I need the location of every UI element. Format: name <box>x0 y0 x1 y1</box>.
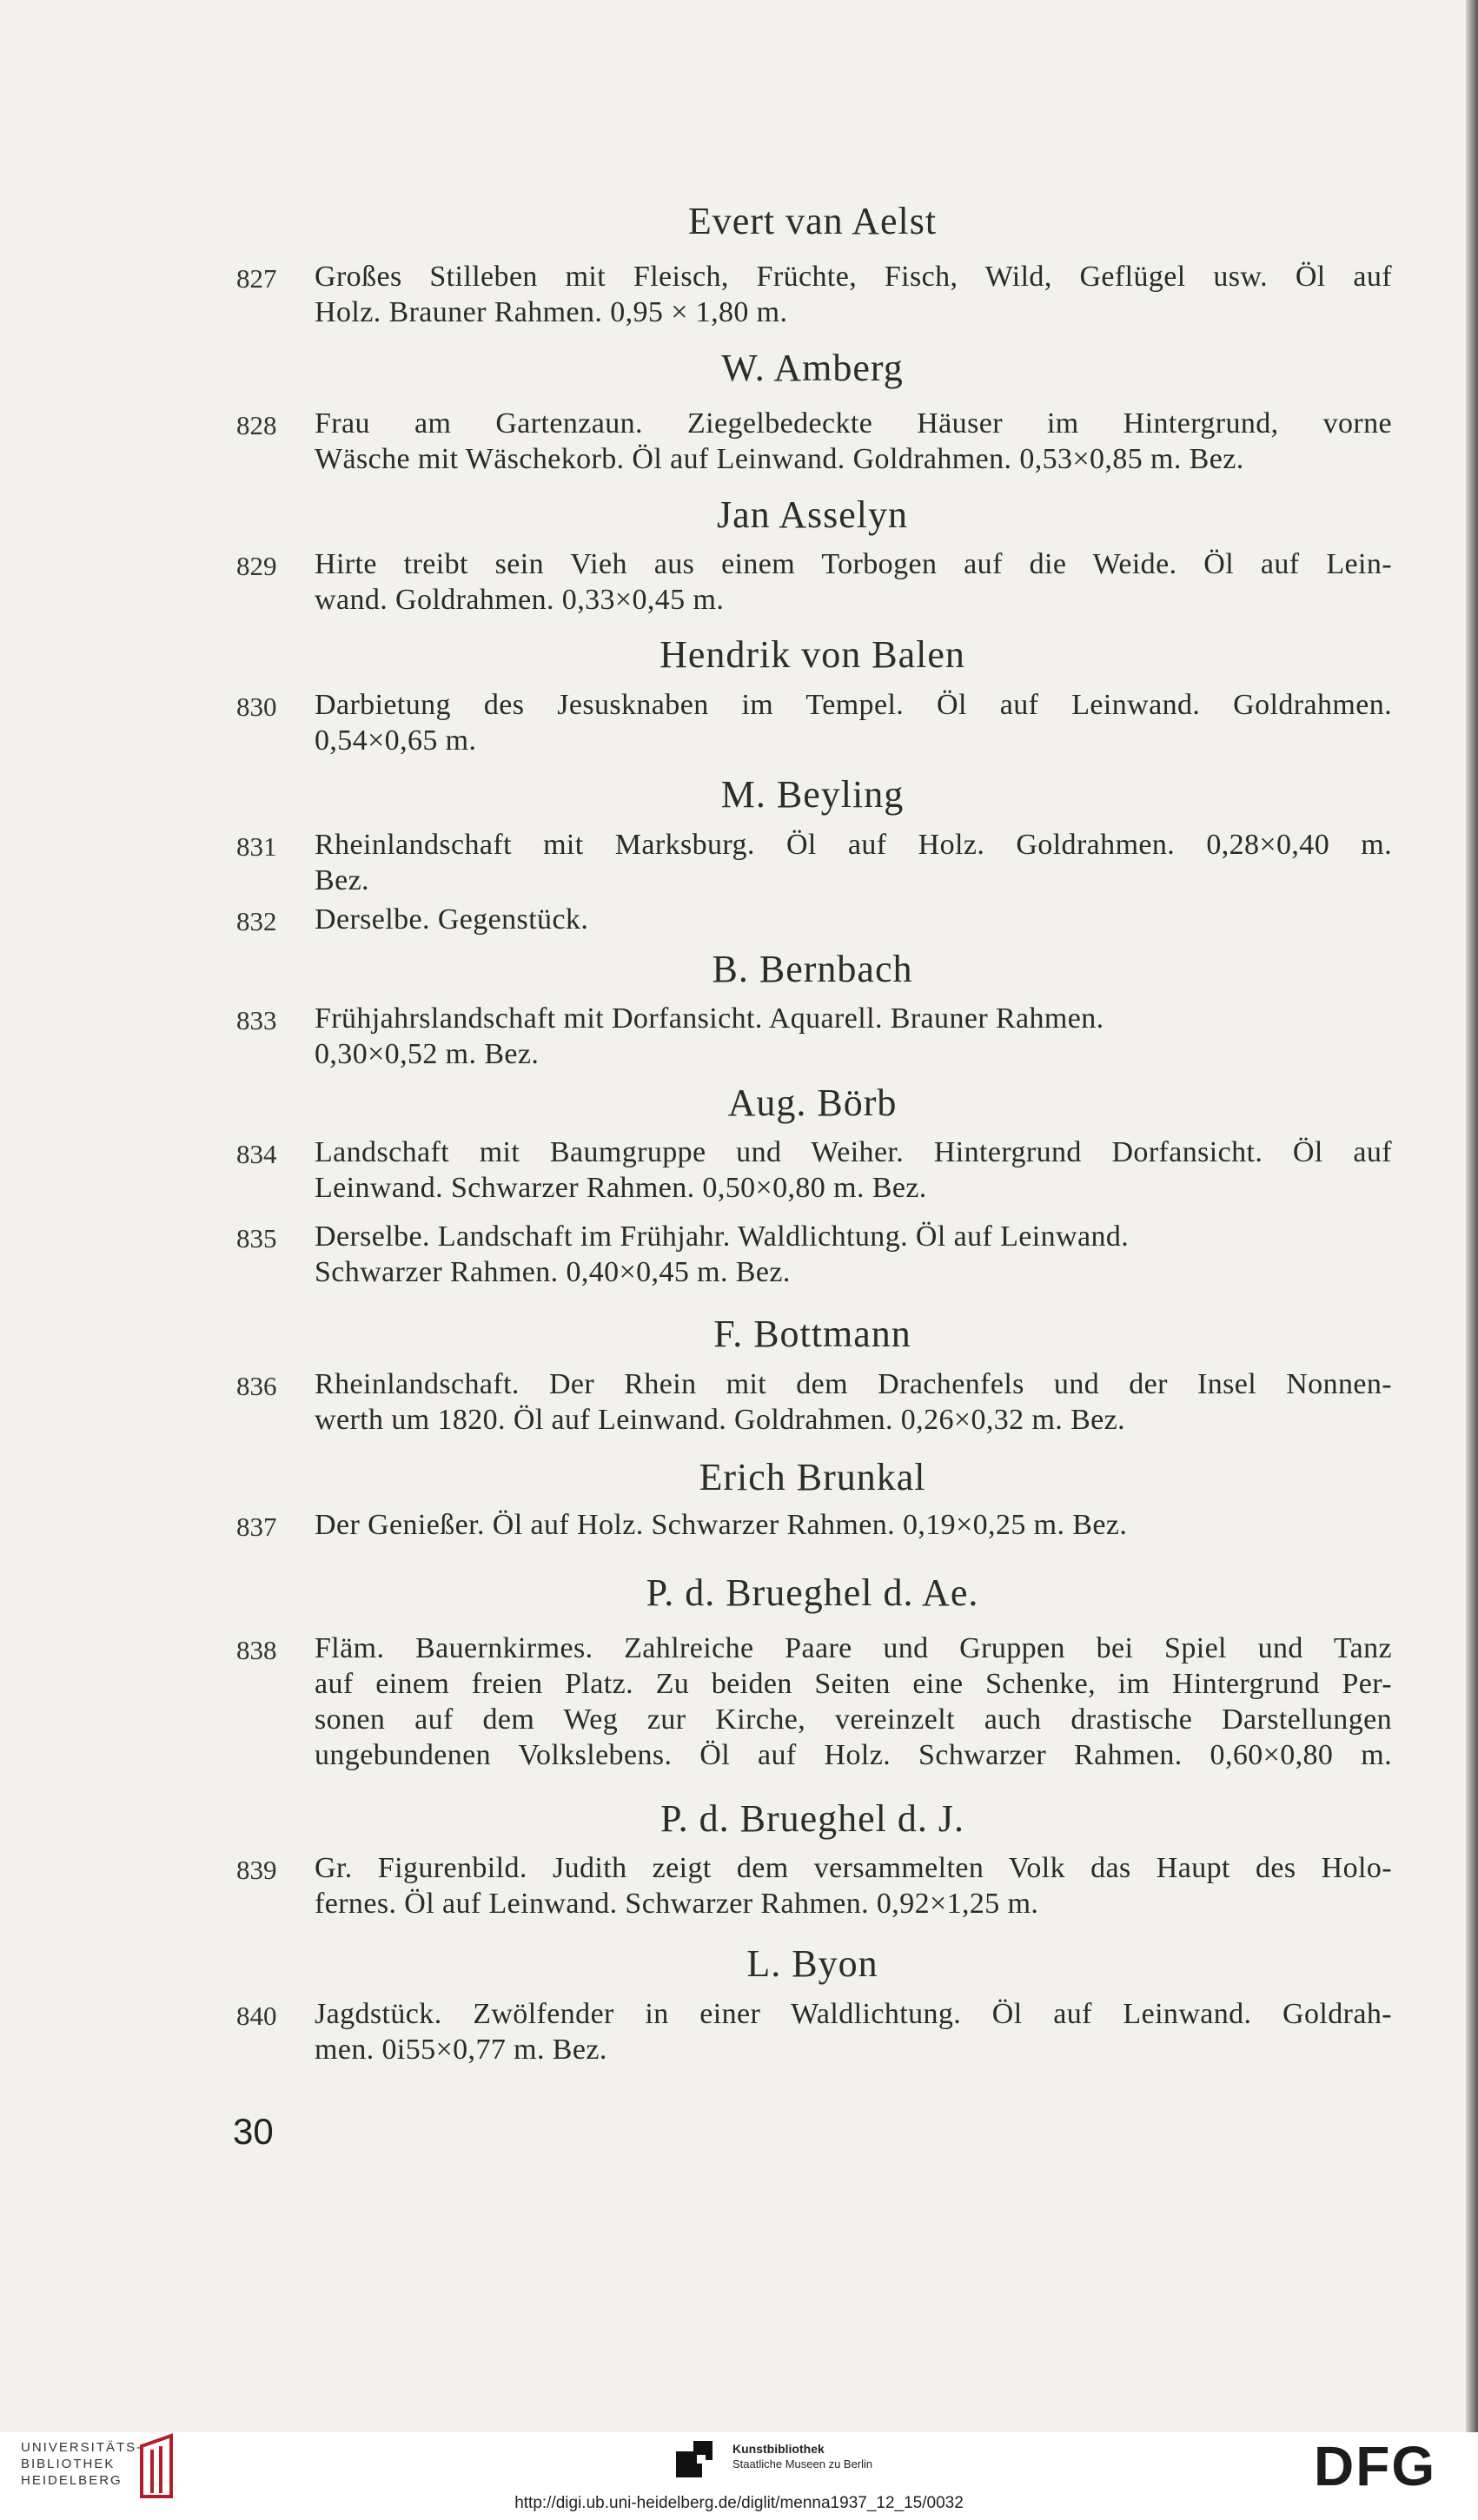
entry-line: 0,30×0,52 m. Bez. <box>315 1038 540 1070</box>
logo-line: HEIDELBERG <box>21 2473 123 2488</box>
catalog-number: 832 <box>236 906 277 936</box>
entry-line: werth um 1820. Öl auf Leinwand. Goldrahmen. 0,26×0,32 m. Bez. <box>315 1404 1126 1436</box>
catalog-entry <box>315 546 1392 618</box>
catalog-entry <box>315 1850 1392 1921</box>
catalog-number: 838 <box>236 1635 277 1665</box>
kunstbibliothek-credit <box>732 2441 872 2472</box>
catalog-entry <box>315 1001 1392 1072</box>
catalog-number: 835 <box>236 1223 277 1253</box>
kunstbibliothek-logo-icon <box>676 2439 714 2481</box>
catalog-number: 830 <box>236 691 277 722</box>
dfg-logo: DFG <box>1314 2435 1437 2497</box>
catalog-entry <box>315 1366 1392 1438</box>
entry-line: wand. Goldrahmen. 0,33×0,45 m. <box>315 584 725 616</box>
entry-line: Jagdstück. Zwölfender in einer Waldlichtung. Öl auf Leinwand. Goldrah- <box>315 1998 1392 2030</box>
entry-line: Darbietung des Jesusknaben im Tempel. Öl auf Leinwand. Goldrahmen. <box>315 689 1392 721</box>
logo-line: BIBLIOTHEK <box>21 2457 116 2471</box>
entry-line: Frühjahrslandschaft mit Dorfansicht. Aquarell. Brauner Rahmen. <box>315 1002 1104 1035</box>
artist-heading: F. Bottmann <box>713 1313 911 1355</box>
artist-heading: P. d. Brueghel d. J. <box>660 1797 964 1840</box>
entry-line: Landschaft mit Baumgruppe und Weiher. Hintergrund Dorfansicht. Öl auf <box>315 1136 1392 1168</box>
catalog-number: 834 <box>236 1139 277 1169</box>
catalog-number: 827 <box>236 263 277 294</box>
catalog-entry <box>315 1630 1392 1773</box>
artist-heading: M. Beyling <box>720 773 905 816</box>
page-edge-shadow <box>1466 0 1478 2432</box>
university-library-emblem-icon <box>135 2432 180 2500</box>
catalog-entry <box>315 827 1392 898</box>
catalog-number: 839 <box>236 1855 277 1885</box>
entry-line: Schwarzer Rahmen. 0,40×0,45 m. Bez. <box>315 1256 791 1288</box>
entry-line: Fläm. Bauernkirmes. Zahlreiche Paare und Gruppen bei Spiel und Tanz <box>315 1632 1392 1664</box>
entry-line: Rheinlandschaft mit Marksburg. Öl auf Holz. Goldrahmen. 0,28×0,40 m. <box>315 829 1392 861</box>
catalog-entry <box>315 1996 1392 2067</box>
entry-line: Der Genießer. Öl auf Holz. Schwarzer Rahmen. 0,19×0,25 m. Bez. <box>315 1509 1128 1541</box>
entry-line: Gr. Figurenbild. Judith zeigt dem versammelten Volk das Haupt des Holo- <box>315 1852 1392 1884</box>
entry-line: Leinwand. Schwarzer Rahmen. 0,50×0,80 m. Bez. <box>315 1172 927 1204</box>
entry-line: Frau am Gartenzaun. Ziegelbedeckte Häuser im Hintergrund, vorne <box>315 407 1392 440</box>
catalog-number: 836 <box>236 1371 277 1401</box>
catalog-number: 833 <box>236 1005 277 1035</box>
artist-heading: Jan Asselyn <box>717 493 908 536</box>
artist-heading: P. d. Brueghel d. Ae. <box>646 1571 979 1614</box>
entry-line: ungebundenen Volkslebens. Öl auf Holz. Schwarzer Rahmen. 0,60×0,80 m. <box>315 1739 1392 1771</box>
entry-line: Großes Stilleben mit Fleisch, Früchte, Fisch, Wild, Geflügel usw. Öl auf <box>315 261 1392 293</box>
catalog-number: 831 <box>236 831 277 862</box>
artist-heading: Aug. Börb <box>727 1081 898 1124</box>
entry-line: Derselbe. Landschaft im Frühjahr. Waldlichtung. Öl auf Leinwand. <box>315 1220 1130 1253</box>
page-number: 30 <box>233 2111 274 2152</box>
artist-heading: W. Amberg <box>721 347 904 389</box>
catalog-entry <box>315 406 1392 477</box>
catalog-entry <box>315 259 1392 330</box>
artist-heading: B. Bernbach <box>712 948 913 990</box>
catalog-entry <box>315 687 1392 758</box>
entry-line: auf einem freien Platz. Zu beiden Seiten eine Schenke, im Hintergrund Per- <box>315 1668 1392 1700</box>
catalog-number: 828 <box>236 410 277 440</box>
entry-line: men. 0i55×0,77 m. Bez. <box>315 2034 607 2066</box>
entry-line: sonen auf dem Weg zur Kirche, vereinzelt auch drastische Darstellungen <box>315 1703 1392 1736</box>
entry-line: Bez. <box>315 864 369 896</box>
entry-line: Rheinlandschaft. Der Rhein mit dem Drachenfels und der Insel Nonnen- <box>315 1368 1392 1400</box>
catalog-number: 837 <box>236 1511 277 1542</box>
entry-line: Holz. Brauner Rahmen. 0,95 × 1,80 m. <box>315 296 788 328</box>
source-url-link[interactable]: http://digi.ub.uni-heidelberg.de/diglit/menna1937_12_15/0032 <box>514 2494 964 2512</box>
kunstbibliothek-subtitle: Staatliche Museen zu Berlin <box>732 2457 873 2470</box>
catalog-entry <box>315 902 1392 937</box>
entry-line: Derselbe. Gegenstück. <box>315 903 589 936</box>
university-library-logo-text <box>21 2439 142 2489</box>
catalog-entry <box>315 1507 1392 1543</box>
entry-line: fernes. Öl auf Leinwand. Schwarzer Rahmen. 0,92×1,25 m. <box>315 1888 1039 1920</box>
entry-line: Hirte treibt sein Vieh aus einem Torbogen auf die Weide. Öl auf Lein- <box>315 548 1392 580</box>
entry-line: 0,54×0,65 m. <box>315 724 477 757</box>
artist-heading: Evert van Aelst <box>687 200 938 242</box>
catalog-number: 829 <box>236 551 277 581</box>
entry-line: Wäsche mit Wäschekorb. Öl auf Leinwand. Goldrahmen. 0,53×0,85 m. Bez. <box>315 443 1244 475</box>
kunstbibliothek-title: Kunstbibliothek <box>732 2442 825 2456</box>
artist-heading: L. Byon <box>746 1942 878 1985</box>
catalog-entry <box>315 1134 1392 1206</box>
logo-line: UNIVERSITÄTS- <box>21 2440 143 2455</box>
artist-heading: Hendrik von Balen <box>659 633 965 676</box>
catalog-entry <box>315 1219 1392 1290</box>
artist-heading: Erich Brunkal <box>699 1456 926 1498</box>
catalog-number: 840 <box>236 2001 277 2031</box>
